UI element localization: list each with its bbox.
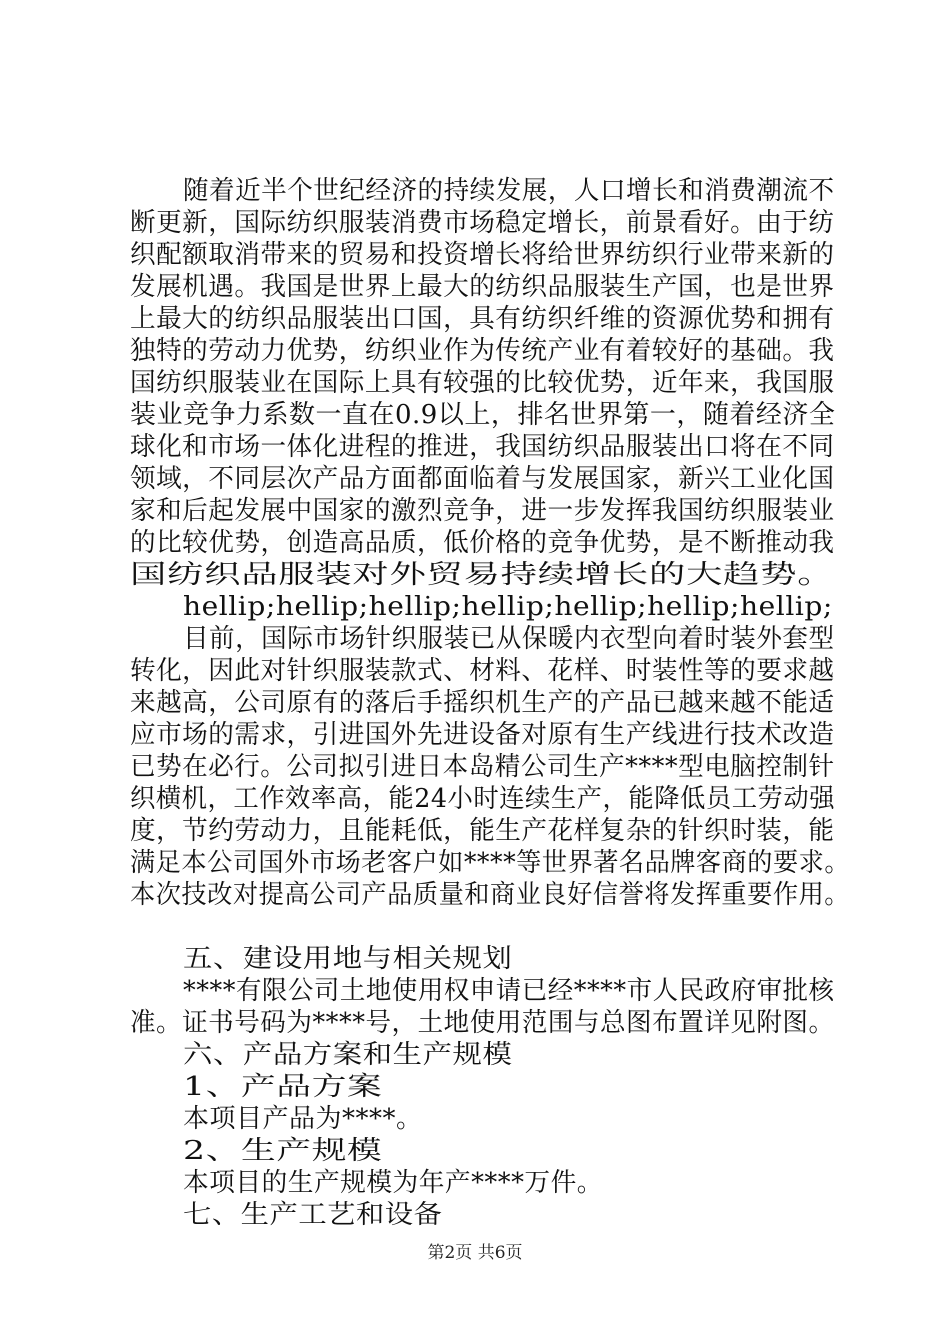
land-use-line-1: ****有限公司土地使用权申请已经****市人民政府审批核 <box>183 976 835 1006</box>
paragraph-2-line-2: 转化，因此对针织服装款式、材料、花样、时装性等的要求越 <box>130 656 835 686</box>
paragraph-1-line-4: 发展机遇。我国是世界上最大的纺织品服装生产国，也是世界 <box>130 272 835 302</box>
paragraph-2-line-8: 满足本公司国外市场老客户如****等世界著名品牌客商的要求。 <box>130 848 851 878</box>
section-heading-6: 六、产品方案和生产规模 <box>183 1040 513 1070</box>
subheading-product-plan: 1、产品方案 <box>183 1072 383 1102</box>
paragraph-1-line-6: 独特的劳动力优势，纺织业作为传统产业有着较好的基础。我 <box>130 336 835 366</box>
ellipsis-line: hellip;hellip;hellip;hellip;hellip;hellip;hellip; <box>183 592 833 622</box>
product-plan-text: 本项目产品为****。 <box>183 1104 423 1134</box>
paragraph-2-line-6: 织横机，工作效率高，能24小时连续生产，能降低员工劳动强 <box>130 784 836 814</box>
paragraph-1-line-8: 装业竞争力系数一直在0.9以上，排名世界第一，随着经济全 <box>130 400 836 430</box>
land-use-line-2: 准。证书号码为****号，土地使用范围与总图布置详见附图。 <box>130 1008 835 1038</box>
subheading-production-scale: 2、生产规模 <box>183 1136 383 1166</box>
section-heading-7: 七、生产工艺和设备 <box>183 1200 443 1230</box>
paragraph-1-line-9: 球化和市场一体化进程的推进，我国纺织品服装出口将在不同 <box>130 432 835 462</box>
paragraph-2-line-1: 目前，国际市场针织服装已从保暖内衣型向着时装外套型 <box>183 624 835 654</box>
paragraph-1-line-5: 上最大的纺织品服装出口国，具有纺织纤维的资源优势和拥有 <box>130 304 835 334</box>
production-scale-text: 本项目的生产规模为年产****万件。 <box>183 1168 604 1198</box>
paragraph-1-line-11: 家和后起发展中国家的激烈竞争，进一步发挥我国纺织服装业 <box>130 496 835 526</box>
paragraph-1-line-1: 随着近半个世纪经济的持续发展，人口增长和消费潮流不 <box>183 176 835 206</box>
paragraph-2-line-3: 来越高，公司原有的落后手摇织机生产的产品已越来越不能适 <box>130 688 835 718</box>
paragraph-1-line-12: 的比较优势，创造高品质，低价格的竞争优势，是不断推动我 <box>130 528 835 558</box>
paragraph-2-line-5: 已势在必行。公司拟引进日本岛精公司生产****型电脑控制针 <box>130 752 835 782</box>
paragraph-1-line-7: 国纺织服装业在国际上具有较强的比较优势，近年来，我国服 <box>130 368 835 398</box>
page-footer: 第2页 共6页 <box>427 1243 523 1263</box>
paragraph-1-line-10: 领域，不同层次产品方面都面临着与发展国家，新兴工业化国 <box>130 464 835 494</box>
paragraph-2-line-4: 应市场的需求，引进国外先进设备对原有生产线进行技术改造 <box>130 720 835 750</box>
paragraph-2-line-9: 本次技改对提高公司产品质量和商业良好信誉将发挥重要作用。 <box>130 880 851 910</box>
paragraph-1-line-2: 断更新，国际纺织服装消费市场稳定增长，前景看好。由于纺 <box>130 208 835 238</box>
section-heading-5: 五、建设用地与相关规划 <box>183 944 513 974</box>
paragraph-1-line-3: 织配额取消带来的贸易和投资增长将给世界纺织行业带来新的 <box>130 240 835 270</box>
paragraph-2-line-7: 度，节约劳动力，且能耗低，能生产花样复杂的针织时装，能 <box>130 816 835 846</box>
paragraph-1-line-13: 国纺织品服装对外贸易持续增长的大趋势。 <box>130 560 835 590</box>
